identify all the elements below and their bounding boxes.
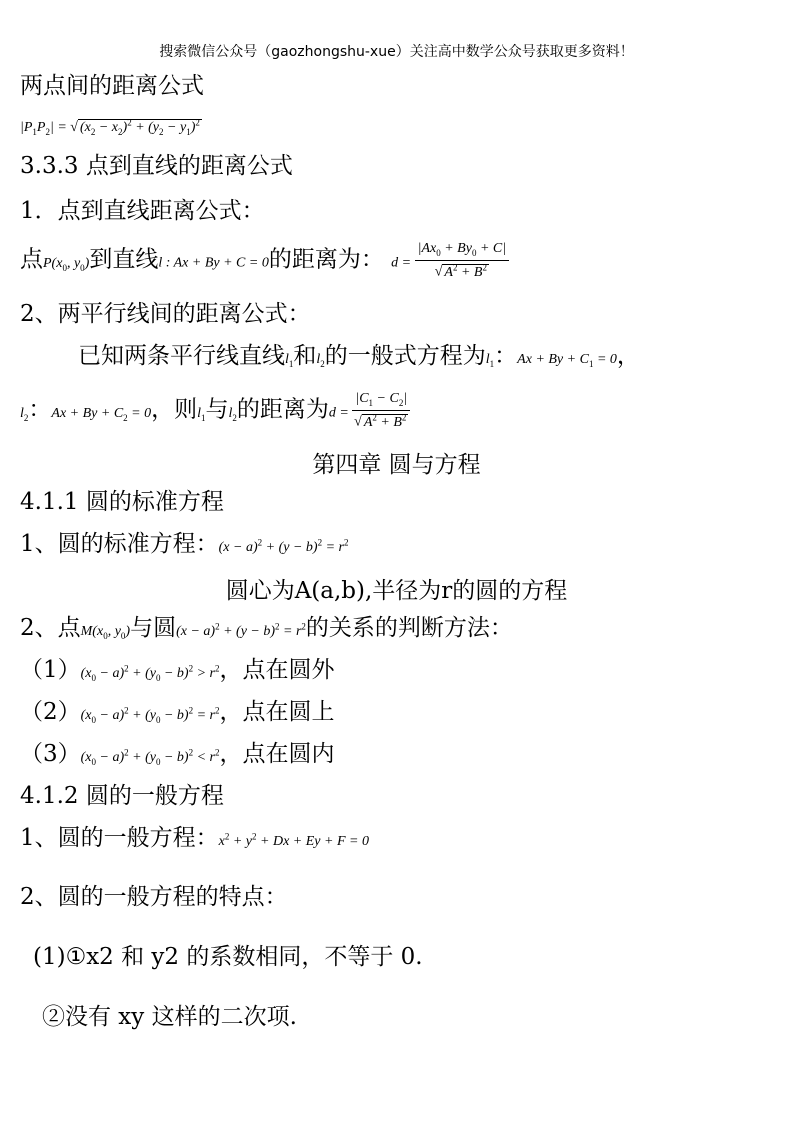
feature-1: (1)①x2 和 y2 的系数相同，不等于 0. <box>33 944 423 970</box>
section-4-1-1: 4.1.1 圆的标准方程 <box>20 489 224 515</box>
parallel-lines-text: 已知两条平行线直线$l_1$和$l_2$的一般式方程为$l_1$：$Ax + By + C_1 = 0$， <box>78 343 640 369</box>
circle-general-equation: 1、圆的一般方程：$x^2 + y^2 + Dx + Ey + F = 0$ <box>20 825 369 851</box>
section-3-3-3: 3.3.3 点到直线的距离公式 <box>20 153 293 179</box>
case-outside: $(1)(x_0 - a)^2 + (y_0 - b)^2 > r^2$，点在圆外 <box>20 657 335 683</box>
circle-standard-desc: 圆心为A(a,b),半径为r的圆的方程 <box>225 578 568 604</box>
feature-2: ②没有 xy 这样的二次项. <box>42 1004 297 1030</box>
point-line-formula: 点$P(x_0$, $y_0$)到直线l : Ax + By + C = 0的距离为： d = $\frac{|Ax_0 + By_0 + C|}{√ A^2 + B^2}$ <box>20 240 509 281</box>
point-line-title: 1．点到直线距离公式： <box>20 198 265 224</box>
circle-standard-equation: 1、圆的标准方程：$(x - a)^2 + (y - b)^2 = r^2$ <box>20 531 349 557</box>
heading-two-point-distance: 两点间的距离公式 <box>20 73 204 99</box>
general-equation-features: 2、圆的一般方程的特点： <box>20 884 288 910</box>
formula-two-point-distance: $|P_1P_2|$ = √ $(x_2 - x_2)^2 + (y_2 - y_1)^2$ <box>20 117 200 137</box>
parallel-lines-title: 2、两平行线间的距离公式： <box>20 301 311 327</box>
section-4-1-2: 4.1.2 圆的一般方程 <box>20 783 224 809</box>
point-circle-relation: 2、点$M(x_0$, $y_0$)与圆$(x - a)^2 + (y - b)^2 = r^2$的关系的判断方法： <box>20 615 513 641</box>
parallel-lines-formula: $l_2$：$Ax + By + C_2 = 0$，则$l_1$与$l_2$的距离为d = $\frac{|C_1 - C_2|}{√ A^2 + B^2}$ <box>20 390 410 431</box>
page-header: 搜索微信公众号（gaozhongshu-xue）关注高中数学公众号获取更多资料！ <box>159 44 634 60</box>
case-on: $(2)(x_0 - a)^2 + (y_0 - b)^2 = r^2$，点在圆上 <box>20 699 335 725</box>
chapter-title: 第四章 圆与方程 <box>312 452 481 478</box>
case-inside: $(3)(x_0 - a)^2 + (y_0 - b)^2 < r^2$，点在圆内 <box>20 741 335 767</box>
